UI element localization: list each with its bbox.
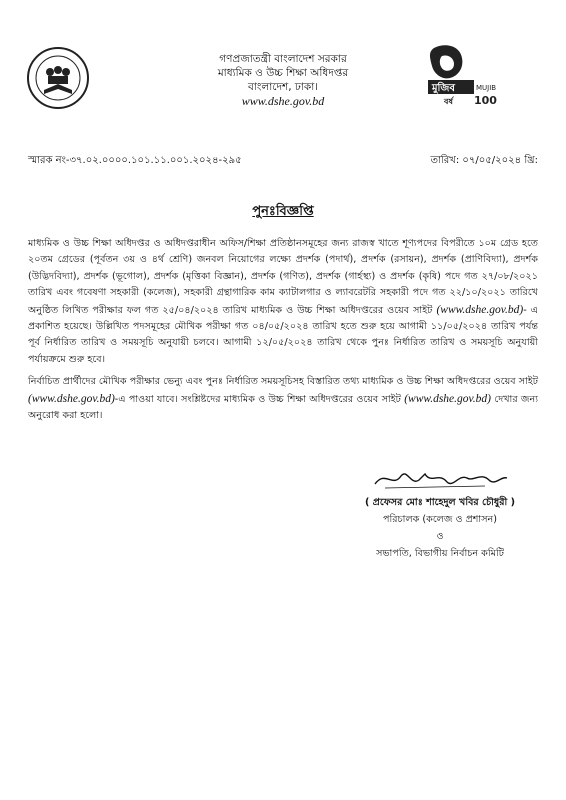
signatory-designation: পরিচালক (কলেজ ও প্রশাসন) [382,514,498,525]
paragraph-1-text-b: - এ প্রকাশিত হয়েছে। উল্লিখিত পদসমূহের মৌখিক পরীক্ষা গত ০৪/০৫/২০২৪ তারিখ হতে শুরু হয়ে আগামী ১১/০৫/২০২৪ তারিখ পর্যন্ত পূর্ব নির্ধারিত তারিখ ও সময়সূচি অনুযায়ী চলবে। আগামী ১২/০৫/২০২৪ তারিখ থেকে পুনঃ নির্ধারিত তারিখ ও সময়সূচি অনুযায়ী পর্যায়ক্রমে শুরু হবে। [28,304,538,365]
memo-date: তারিখ: ০৭/০৫/২০২৪ খ্রি: [430,155,538,166]
signatory-name: ( প্রফেসর মোঃ শাহেদুল খবির চৌধুরী ) [365,497,515,508]
memo-row [28,153,538,170]
header-website: www.dshe.gov.bd [241,94,325,108]
notice-title: পুনঃবিজ্ঞপ্তি [252,204,314,219]
paragraph-1-text-a: মাধ্যমিক ও উচ্চ শিক্ষা অধিদপ্তর ও অধিদপ্তরাধীন অফিস/শিক্ষা প্রতিষ্ঠানসমূহের জন্য রাজস্ব খাতে শূণ্যপদের বিপরীতে ১০ম গ্রেড হতে ২০তম গ্রেডের (পূর্বতন ৩য় ও ৪র্থ শ্রেণি) জনবল নিয়োগের লক্ষ্যে প্রদর্শক (পদার্থ), প্রদর্শক (রসায়ন), প্রদর্শক (প্রাণিবিদ্যা), প্রদর্শক (উদ্ভিদবিদ্যা), প্রদর্শক (ভূগোল), প্রদর্শক (মৃত্তিকা বিজ্ঞান), প্রদর্শক (গণিত), প্রদর্শক (গার্হস্থ্য) ও প্রদর্শক (কৃষি) পদে গত ২৭/০৮/২০২১ তারিখ এবং গবেষণা সহকারী (কলেজ), সহকারী গ্রন্থাগারিক কাম ক্যাটালগার ও ল্যাবরেটরি সহকারী পদে গত ২২/১০/২০২১ তারিখে অনুষ্ঠিত লিখিত পরীক্ষার ফল গত ২৫/০৪/২০২৪ তারিখ মাধ্যমিক ও উচ্চ শিক্ষা অধিদপ্তরের ওয়েব সাইট [28,238,538,316]
education-emblem-logo [26,46,90,110]
office-header [150,52,416,108]
signature-block [340,464,540,562]
signatory-role: সভাপতি, বিভাগীয় নির্বাচন কমিটি [376,548,504,559]
handwritten-signature [365,464,515,494]
svg-text:বর্ষ: বর্ষ [444,97,453,106]
paragraph-2-website-2: (www.dshe.gov.bd) [404,392,491,405]
svg-text:MUJIB: MUJIB [476,84,497,92]
paragraph-1-website: (www.dshe.gov.bd) [436,303,524,316]
paragraph-2-text-c: দেখার জন্য অনুরোধ করা হলো। [28,393,538,422]
government-name: গণপ্রজাতন্ত্রী বাংলাদেশ সরকার [219,53,347,65]
signatory-conjunction: ও [436,531,444,542]
directorate-name: মাধ্যমিক ও উচ্চ শিক্ষা অধিদপ্তর [217,67,349,79]
notice-body [28,236,538,430]
body-paragraph-1 [28,236,538,368]
paragraph-2-website-1: (www.dshe.gov.bd) [28,392,115,405]
svg-text:মুজিব: মুজিব [432,83,455,94]
mujib-100-logo [420,42,504,108]
body-paragraph-2 [28,374,538,424]
paragraph-2-text-b: -এ পাওয়া যাবে। সংশ্লিষ্টদের মাধ্যমিক ও উচ্চ শিক্ষা অধিদপ্তরের ওয়েব সাইট [114,393,401,405]
svg-text:100: 100 [474,94,497,107]
memo-number: স্মারক নং-৩৭.০২.০০০০.১০১.১১.০০১.২০২৪-২৯৫ [28,155,242,166]
paragraph-2-text-a: নির্বাচিত প্রার্থীদের মৌখিক পরীক্ষার ভেন্যু এবং পুনঃ নির্ধারিত সময়সূচিসহ বিস্তারিত তথ্য মাধ্যমিক ও উচ্চ শিক্ষা অধিদপ্তরের ওয়েব সাইট [28,376,538,388]
office-location: বাংলাদেশ, ঢাকা। [247,81,319,93]
